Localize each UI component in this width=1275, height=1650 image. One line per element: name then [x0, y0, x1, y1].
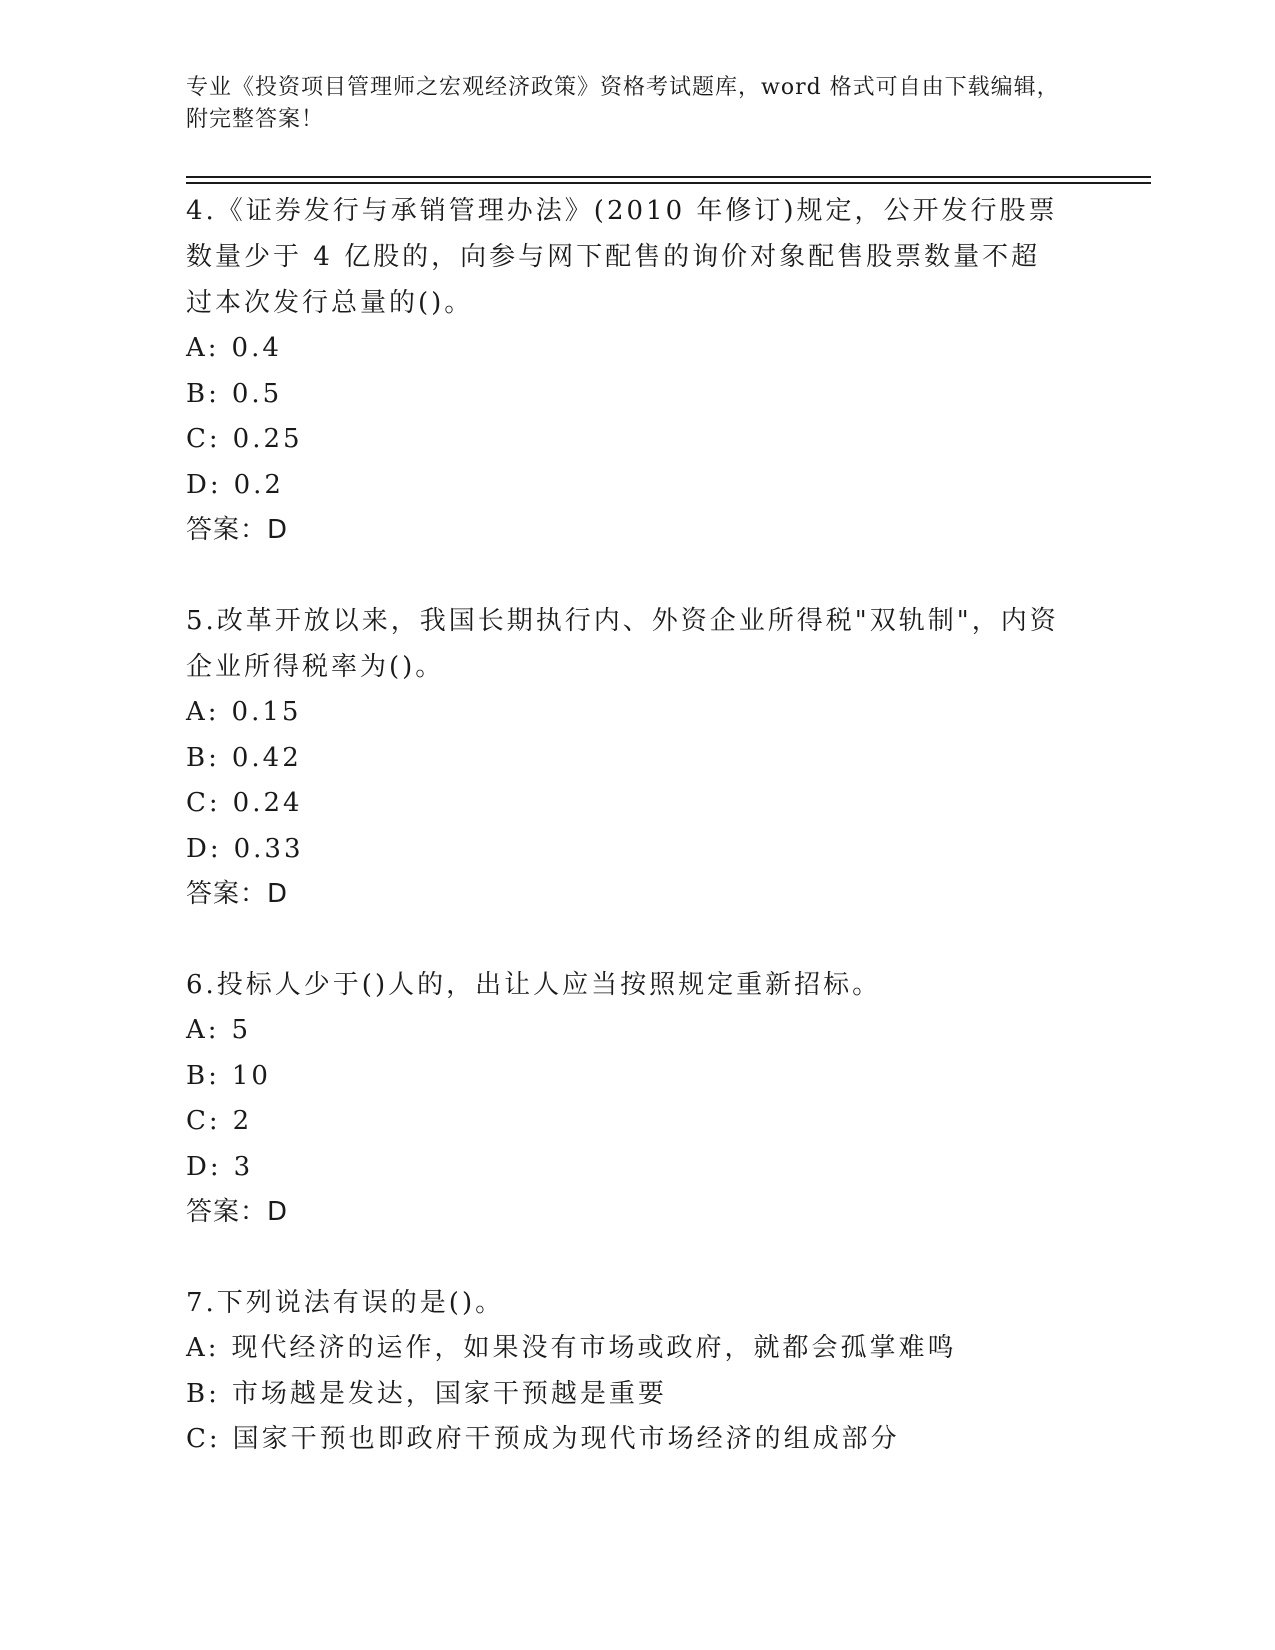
option-separator: : — [208, 742, 220, 773]
question-text: 4.《证券发行与承销管理办法》(2010 年修订)规定，公开发行股票数量少于 4 亿股的，向参与网下配售的询价对象配售股票数量不超过本次发行总量的()。 — [186, 196, 1058, 318]
option-letter: A — [186, 1015, 208, 1045]
question-list — [186, 188, 1066, 1463]
option-d — [186, 1145, 1066, 1191]
option-b — [186, 1054, 1066, 1100]
option-separator: : — [209, 469, 222, 500]
option-letter: C — [186, 424, 209, 454]
option-separator: : — [209, 833, 222, 864]
option-a — [186, 326, 1066, 372]
header-divider-bottom — [186, 182, 1151, 184]
option-a — [186, 1326, 1066, 1372]
option-separator: : — [207, 697, 220, 727]
answer-line: 答案：D — [186, 879, 289, 909]
option-separator: : — [208, 1424, 221, 1454]
option-letter: B — [186, 1060, 209, 1091]
option-a — [186, 1008, 1066, 1054]
option-value: 市场越是发达，国家干预越是重要 — [231, 1378, 667, 1409]
option-value: 0.4 — [231, 333, 282, 363]
spacer — [186, 553, 1066, 598]
option-d — [186, 827, 1066, 873]
option-value: 2 — [232, 1106, 253, 1136]
option-c — [186, 781, 1066, 827]
option-value: 5 — [231, 1015, 252, 1045]
option-separator: : — [209, 1151, 222, 1182]
option-value: 0.2 — [233, 469, 284, 500]
option-value: 国家干预也即政府干预成为现代市场经济的组成部分 — [232, 1424, 900, 1454]
option-c — [186, 1099, 1066, 1145]
spacer — [186, 917, 1066, 962]
question-item — [186, 598, 1066, 917]
option-letter: D — [186, 833, 210, 864]
option-separator: : — [208, 378, 220, 409]
option-letter: D — [186, 1151, 210, 1182]
option-c — [186, 417, 1066, 463]
question-text: 6.投标人少于()人的，出让人应当按照规定重新招标。 — [186, 970, 882, 1000]
option-letter: A — [186, 1333, 208, 1363]
option-value: 0.25 — [232, 424, 303, 454]
option-letter: B — [186, 378, 209, 409]
option-value: 0.5 — [231, 378, 283, 409]
option-letter: D — [186, 469, 210, 500]
question-text: 5.改革开放以来，我国长期执行内、外资企业所得税"双轨制"，内资企业所得税率为()。 — [186, 606, 1059, 682]
option-separator: : — [208, 788, 221, 818]
option-letter: C — [186, 788, 209, 818]
option-separator: : — [207, 1333, 220, 1363]
option-d — [186, 463, 1066, 509]
option-value: 0.24 — [232, 788, 303, 818]
option-separator: : — [207, 333, 220, 363]
option-value: 10 — [231, 1060, 271, 1091]
answer-line: 答案：D — [186, 515, 289, 545]
question-item — [186, 188, 1066, 553]
option-value: 现代经济的运作，如果没有市场或政府，就都会孤掌难鸣 — [231, 1333, 957, 1363]
option-value: 3 — [233, 1151, 254, 1182]
option-separator: : — [208, 424, 221, 454]
option-letter: A — [186, 333, 208, 363]
question-text: 7.下列说法有误的是()。 — [186, 1288, 505, 1318]
option-b — [186, 372, 1066, 418]
option-value: 0.15 — [231, 697, 302, 727]
answer-line: 答案：D — [186, 1197, 289, 1227]
question-item — [186, 1280, 1066, 1463]
spacer — [186, 1235, 1066, 1280]
document-header: 专业《投资项目管理师之宏观经济政策》资格考试题库，word 格式可自由下载编辑，附完整答案！ — [186, 75, 1060, 132]
header-divider-top — [186, 176, 1151, 178]
option-letter: A — [186, 697, 208, 727]
option-letter: C — [186, 1106, 209, 1136]
question-item — [186, 962, 1066, 1235]
option-b — [186, 1372, 1066, 1418]
option-c — [186, 1417, 1066, 1463]
option-a — [186, 690, 1066, 736]
option-separator: : — [208, 1060, 220, 1091]
option-letter: C — [186, 1424, 209, 1454]
option-letter: B — [186, 742, 209, 773]
option-value: 0.33 — [233, 833, 304, 864]
option-value: 0.42 — [231, 742, 302, 773]
option-separator: : — [208, 1378, 220, 1409]
option-b — [186, 736, 1066, 782]
option-letter: B — [186, 1378, 209, 1409]
option-separator: : — [207, 1015, 220, 1045]
option-separator: : — [208, 1106, 221, 1136]
